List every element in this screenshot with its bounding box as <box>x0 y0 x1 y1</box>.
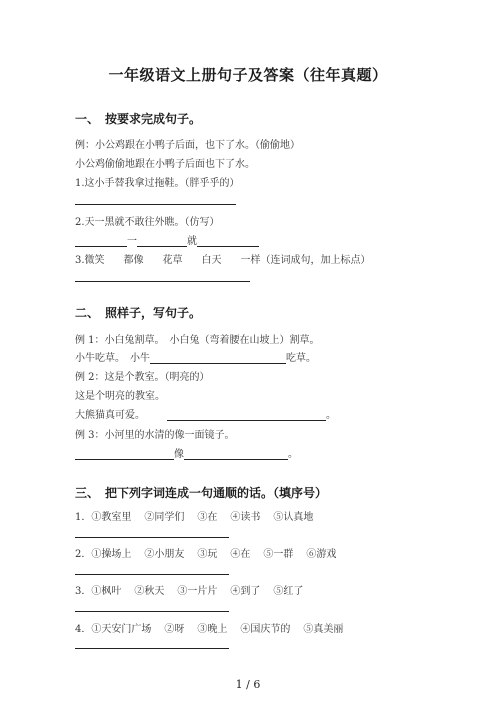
blank[interactable] <box>150 352 286 364</box>
word-option: 3．①枫叶 <box>75 586 122 597</box>
page-title: 一年级语文上册句子及答案（往年真题） <box>108 66 388 84</box>
word-3: 花草 <box>162 255 183 266</box>
blank[interactable] <box>167 409 326 421</box>
example-3: 例 3：小河里的水清的像一面镜子。 <box>75 430 235 441</box>
fill-word-xiang: 像 <box>174 449 184 460</box>
word-option: ②秋天 <box>134 586 165 597</box>
blank-1[interactable] <box>75 235 127 247</box>
question-2 <box>75 545 336 560</box>
word-option: ③在 <box>197 512 218 523</box>
section-number: 三、 <box>75 486 100 500</box>
word-option: ⑤真美丽 <box>303 624 344 635</box>
prompt-end: 吃草。 <box>286 353 316 364</box>
example-3-question <box>75 445 298 460</box>
word-option: ⑤认真地 <box>273 512 314 523</box>
example-2: 例 2：这是个教室。（明亮的） <box>75 372 210 383</box>
word-option: ⑥游戏 <box>306 549 337 560</box>
prompt-text: 大熊猫真可爱。 <box>75 410 145 421</box>
example-2-answer: 这是个明亮的教室。 <box>75 391 165 402</box>
answer-line[interactable] <box>75 204 236 205</box>
fill-word-yi: 一 <box>127 236 137 247</box>
word-option: ②小朋友 <box>144 549 185 560</box>
word-option: ⑤一群 <box>263 549 294 560</box>
prompt-end: 。 <box>326 410 336 421</box>
question-1 <box>75 508 313 523</box>
question-4 <box>75 620 343 635</box>
word-option: ④到了 <box>230 586 261 597</box>
section-title: 按要求完成句子。 <box>105 112 202 126</box>
word-option: ④在 <box>230 549 251 560</box>
question-2: 2.天一黑就不敢往外瞧。（仿写） <box>75 217 220 228</box>
answer-line[interactable] <box>75 648 229 649</box>
example-answer: 小公鸡偷偷地跟在小鸭子后面也下了水。 <box>75 159 255 170</box>
answer-line[interactable] <box>75 574 229 575</box>
word-option: 4．①天安门广场 <box>75 624 152 635</box>
word-option: ③玩 <box>197 549 218 560</box>
word-option: ②呀 <box>164 624 185 635</box>
section-3-heading <box>75 484 327 501</box>
question-3 <box>75 251 371 266</box>
word-option: ②同学们 <box>144 512 185 523</box>
blank-3[interactable] <box>197 235 259 247</box>
answer-line[interactable] <box>75 281 250 282</box>
word-option: ④读书 <box>230 512 261 523</box>
section-number: 一、 <box>75 112 100 126</box>
word-5: 一样（连词成句，加上标点） <box>240 255 371 266</box>
example-1: 例 1：小白兔割草。 小白兔（弯着腰在山坡上）割草。 <box>75 335 320 346</box>
question-1: 1.这小手替我拿过拖鞋。（胖乎乎的） <box>75 178 240 189</box>
word-option: 2．①操场上 <box>75 549 132 560</box>
page-number: 1 / 6 <box>235 678 261 691</box>
prompt-text: 小牛吃草。 小牛 <box>75 353 150 364</box>
section-title: 把下列字词连成一句通顺的话。（填序号） <box>105 486 328 500</box>
question-3 <box>75 582 303 597</box>
word-1: 3.微笑 <box>75 255 105 266</box>
word-option: ⑤红了 <box>273 586 304 597</box>
question-2-fill <box>75 232 259 247</box>
example-2-question <box>75 406 336 421</box>
word-option: ④国庆节的 <box>240 624 291 635</box>
answer-line[interactable] <box>75 537 229 538</box>
word-4: 白天 <box>201 255 222 266</box>
blank-2[interactable] <box>184 448 288 460</box>
blank-1[interactable] <box>75 448 174 460</box>
example-line: 例：小公鸡跟在小鸭子后面，也下了水。（偷偷地） <box>75 140 300 151</box>
section-title: 照样子，写句子。 <box>105 306 202 320</box>
prompt-end: 。 <box>288 449 298 460</box>
section-2-heading <box>75 304 201 321</box>
word-option: ③一片片 <box>177 586 218 597</box>
blank-2[interactable] <box>137 235 187 247</box>
word-option: ③晚上 <box>197 624 228 635</box>
word-option: 1．①教室里 <box>75 512 132 523</box>
answer-line[interactable] <box>75 611 229 612</box>
fill-word-jiu: 就 <box>187 236 197 247</box>
section-1-heading <box>75 110 201 127</box>
example-1-question <box>75 349 316 364</box>
word-2: 都像 <box>123 255 144 266</box>
section-number: 二、 <box>75 306 100 320</box>
